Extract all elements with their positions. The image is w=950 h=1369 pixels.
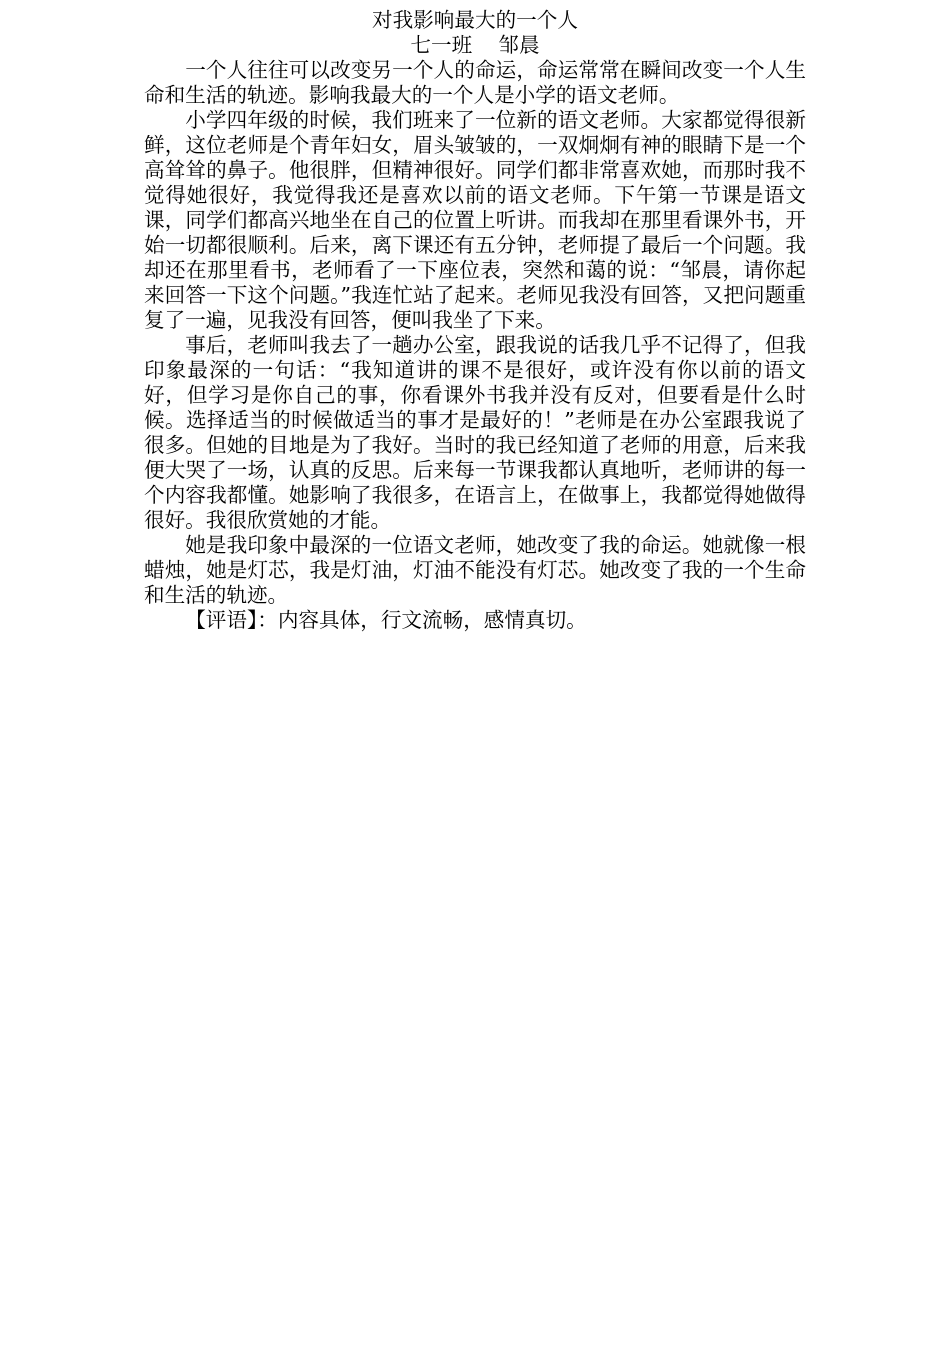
paragraph-conclusion: 她是我印象中最深的一位语文老师，她改变了我的命运。她就像一根蜡烛，她是灯芯，我是灯油，灯油不能没有灯芯。她改变了我的一个生命和生活的轨迹。	[144, 533, 806, 607]
teacher-comment: 【评语】：内容具体，行文流畅，感情真切。	[185, 608, 587, 632]
essay-page	[144, 8, 806, 633]
paragraph-story: 小学四年级的时候，我们班来了一位新的语文老师。大家都觉得很新鲜，这位老师是个青年妇女，眉头皱皱的，一双炯炯有神的眼睛下是一个高耸耸的鼻子。他很胖，但精神很好。同学们都非常喜欢她，而那时我不觉得她很好，我觉得我还是喜欢以前的语文老师。下午第一节课是语文课，同学们都高兴地坐在自己的位置上听讲。而我却在那里看课外书，开始一切都很顺利。后来，离下课还有五分钟，老师提了最后一个问题。我却还在那里看书，老师看了一下座位表，突然和蔼的说：“邹晨，请你起来回答一下这个问题。”我连忙站了起来。老师见我没有回答，又把问题重复了一遍，见我没有回答，便叫我坐了下来。	[144, 108, 806, 332]
essay-author: 七一班 邹晨	[410, 33, 540, 57]
essay-title: 对我影响最大的一个人	[372, 8, 578, 32]
paragraph-office-talk: 事后，老师叫我去了一趟办公室，跟我说的话我几乎不记得了，但我印象最深的一句话：“我知道讲的课不是很好，或许没有你以前的语文好，但学习是你自己的事，你看课外书我并没有反对，但要看是什么时候。选择适当的时候做适当的事才是最好的！”老师是在办公室跟我说了很多。但她的目地是为了我好。当时的我已经知道了老师的用意，后来我便大哭了一场，认真的反思。后来每一节课我都认真地听，老师讲的每一个内容我都懂。她影响了我很多，在语言上，在做事上，我都觉得她做得很好。我很欣赏她的才能。	[144, 333, 806, 532]
paragraph-intro: 一个人往往可以改变另一个人的命运，命运常常在瞬间改变一个人生命和生活的轨迹。影响我最大的一个人是小学的语文老师。	[144, 58, 806, 107]
